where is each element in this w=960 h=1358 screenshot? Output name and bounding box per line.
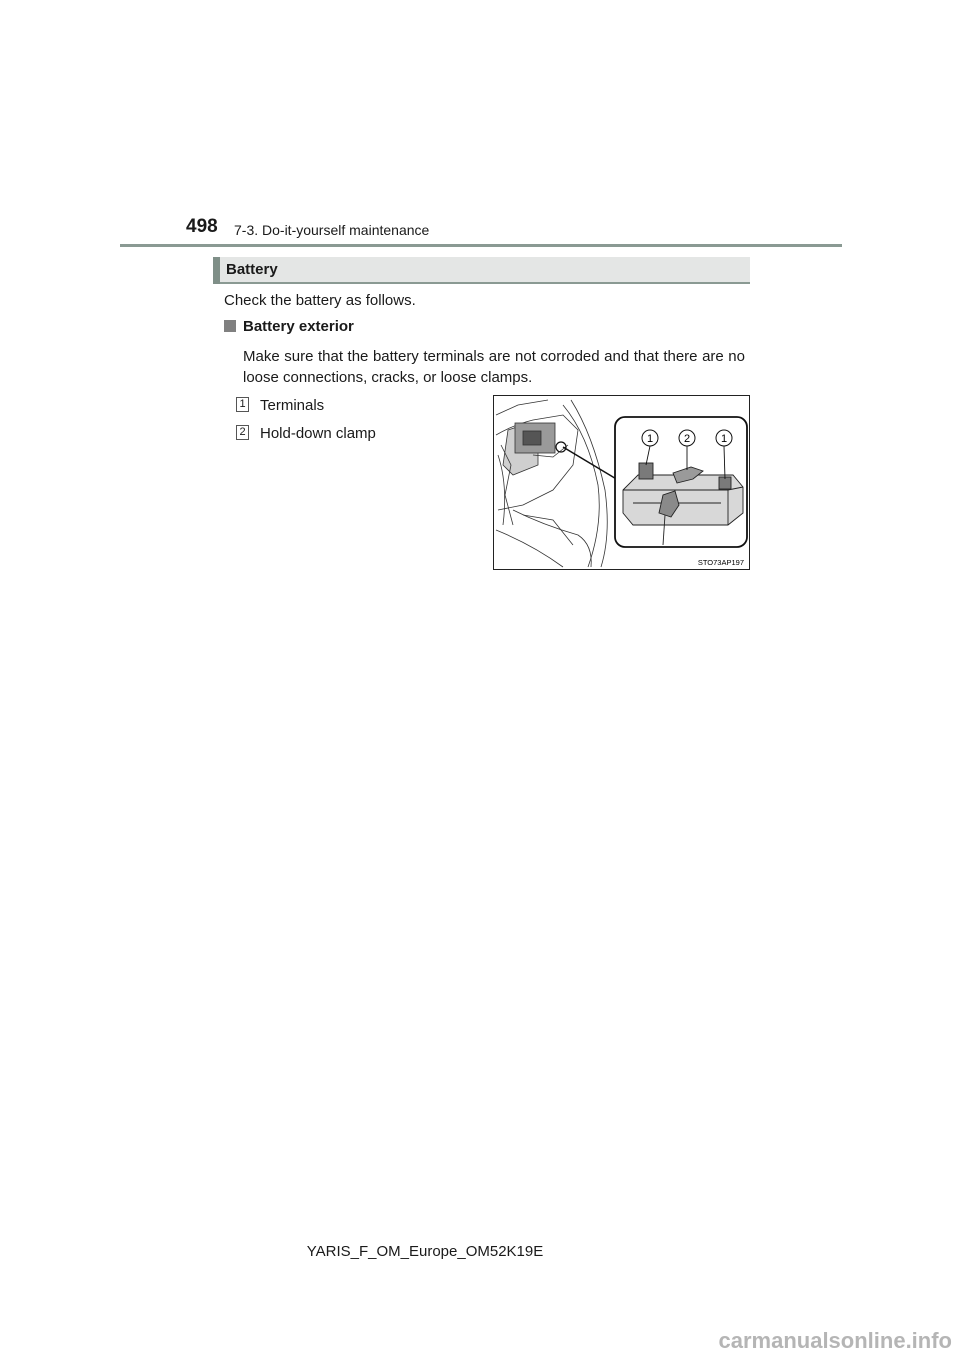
battery-illustration bbox=[493, 395, 750, 570]
heading-accent bbox=[213, 257, 220, 284]
callout-number: 2 bbox=[683, 433, 691, 445]
item-label-hold-down-clamp: Hold-down clamp bbox=[260, 425, 376, 442]
section-heading: Battery bbox=[226, 261, 278, 278]
subsection-title: Battery exterior bbox=[243, 318, 354, 335]
item-number-badge: 1 bbox=[236, 397, 249, 412]
footer-doc-id bbox=[0, 1243, 960, 1260]
item-number-badge: 2 bbox=[236, 425, 249, 440]
callout-number: 1 bbox=[646, 433, 654, 445]
header-rule bbox=[120, 244, 842, 247]
subsection-body: Make sure that the battery terminals are not corroded and that there are no loose connections, cracks, or loose clamps. bbox=[243, 348, 745, 386]
figure-code: STO73AP197 bbox=[697, 558, 744, 567]
section-title: 7-3. Do-it-yourself maintenance bbox=[234, 222, 430, 238]
watermark: carmanualsonline.info bbox=[718, 1328, 952, 1353]
intro-text: Check the battery as follows. bbox=[224, 292, 416, 309]
callout-number: 1 bbox=[720, 433, 728, 445]
section-heading-bar bbox=[213, 257, 750, 284]
square-bullet-icon bbox=[224, 320, 236, 332]
item-label-terminals: Terminals bbox=[260, 397, 325, 414]
page-number: 498 bbox=[186, 216, 218, 237]
footer-text: YARIS_F_OM_Europe_OM52K19E bbox=[306, 1243, 544, 1260]
